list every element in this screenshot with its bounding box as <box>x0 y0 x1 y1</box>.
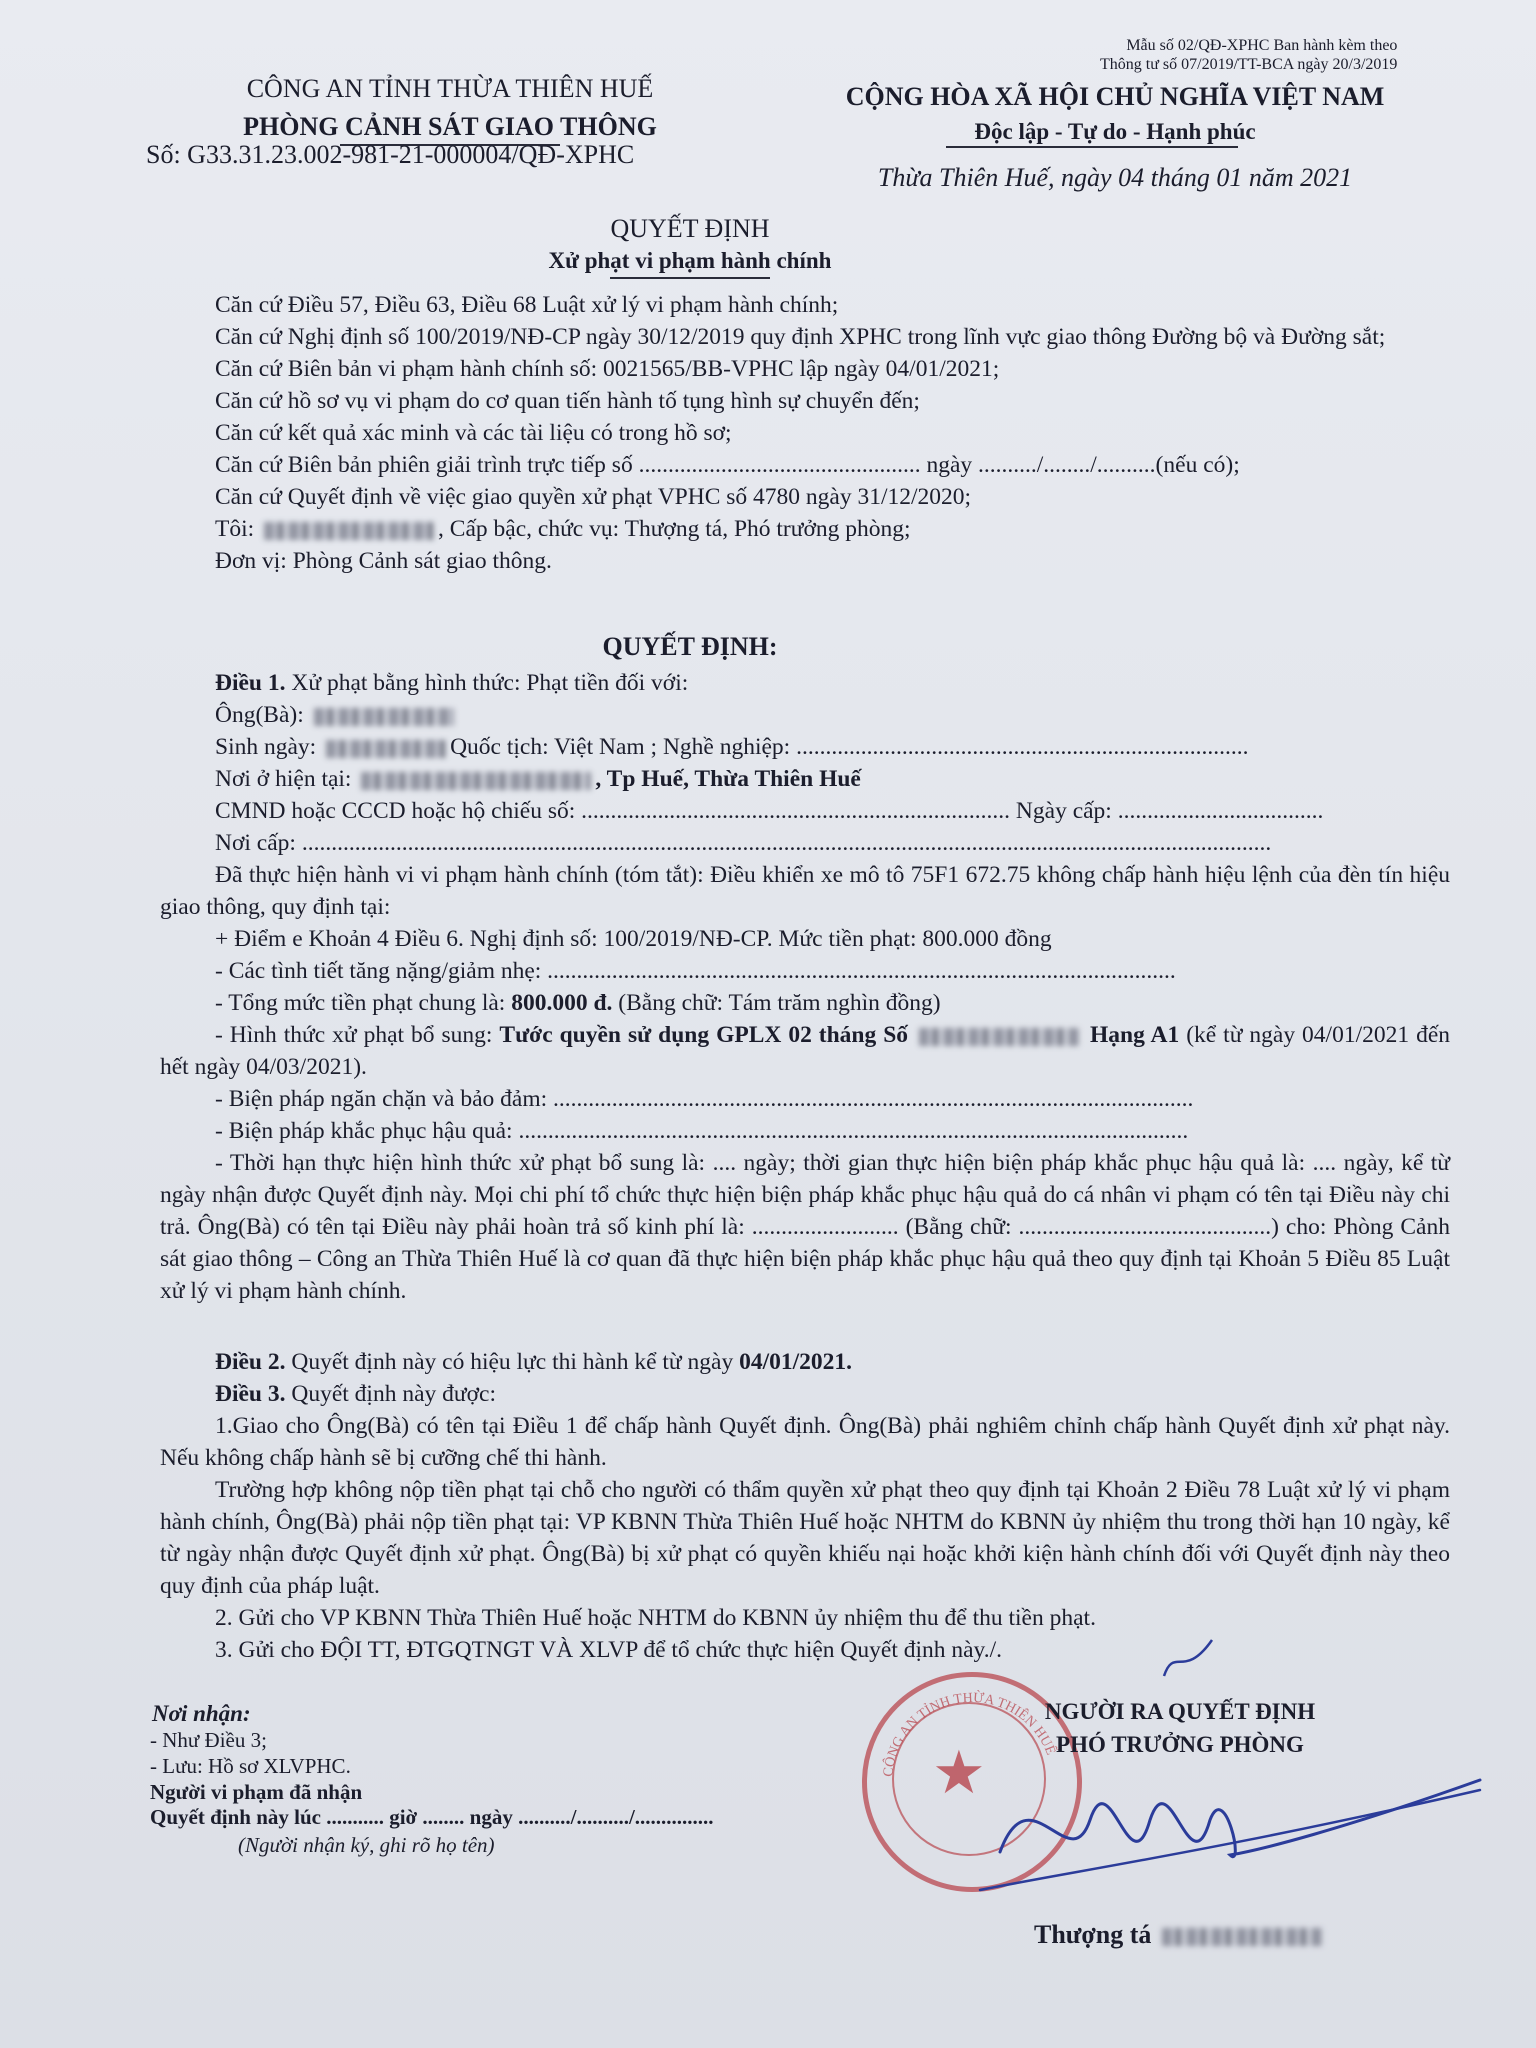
article-3-item-1-b: Trường hợp không nộp tiền phạt tại chỗ cho người có thẩm quyền xử phạt theo quy định tại Khoản 2 Điều 78 Luật xử lý vi phạm hành chính, Ông(Bà) phải nộp tiền phạt tại: VP KBNN Thừa Thiên Huế hoặc NHTM do KBNN ủy nhiệm thu trong thời hạn 10 ngày, kể từ ngày nhận được Quyết định xử phạt. Ông(Bà) bị xử phạt có quyền khiếu nại hoặc khởi kiện hành chính đối với Quyết định này theo quy định của pháp luật. <box>160 1477 1450 1599</box>
receiver-note: (Người nhận ký, ghi rõ họ tên) <box>238 1833 495 1857</box>
department-name: PHÒNG CẢNH SÁT GIAO THÔNG <box>243 112 657 141</box>
name-label: Ông(Bà): <box>215 702 304 728</box>
article-2-label: Điều 2. <box>215 1349 286 1375</box>
supp-license: Tước quyền sử dụng GPLX 02 tháng Số <box>499 1022 909 1048</box>
article-3 <box>160 1378 1450 1410</box>
article-1-text: Xử phạt bằng hình thức: Phạt tiền đối với: <box>285 670 689 696</box>
form-ref-line1: Mẫu số 02/QĐ-XPHC Ban hành kèm theo <box>1126 37 1398 54</box>
signer-rank <box>1034 1920 1326 1950</box>
article-3-item-3: 3. Gửi cho ĐỘI TT, ĐTGQTNGT VÀ XLVP để tổ chức thực hiện Quyết định này./. <box>215 1637 1003 1663</box>
signature-tick <box>1160 1636 1220 1686</box>
redacted-address <box>361 772 591 790</box>
address-city: , Tp Huế, Thừa Thiên Huế <box>595 766 861 792</box>
form-reference <box>1100 36 1397 74</box>
agency-name: CÔNG AN TỈNH THỪA THIÊN HUẾ <box>246 74 654 103</box>
article-3-item-1: 1.Giao cho Ông(Bà) có tên tại Điều 1 để chấp hành Quyết định. Ông(Bà) phải nghiêm chỉnh chấp hành Quyết định xử phạt này. Nếu không chấp hành sẽ bị cưỡng chế thi hành. <box>160 1413 1450 1471</box>
redacted-offender <box>314 708 454 726</box>
total-suffix: (Bằng chữ: Tám trăm nghìn đồng) <box>612 990 941 1016</box>
total-amount: 800.000 đ. <box>511 990 613 1016</box>
article-2-text: Quyết định này có hiệu lực thi hành kể từ ngày <box>285 1349 740 1375</box>
document-number: Số: G33.31.23.002-981-21-000004/QĐ-XPHC <box>146 140 635 169</box>
articles-2-3 <box>160 1346 1450 1666</box>
signature-scribble <box>960 1760 1500 1910</box>
offender-address <box>160 763 1450 795</box>
received-line-1: Người vi phạm đã nhận <box>150 1780 363 1804</box>
redacted-license-number <box>919 1028 1079 1046</box>
article-1-heading <box>160 667 1450 699</box>
dob-label: Sinh ngày: <box>215 734 317 760</box>
basis-line: Căn cứ kết quả xác minh và các tài liệu có trong hồ sơ; <box>215 420 732 446</box>
article-2-date: 04/01/2021. <box>739 1349 853 1375</box>
basis-line: Căn cứ Quyết định về việc giao quyền xử phạt VPHC số 4780 ngày 31/12/2020; <box>215 484 972 510</box>
stamp-top-text: CÔNG AN TỈNH THỪA THIÊN HUẾ <box>881 1690 1058 1778</box>
total-prefix: - Tổng mức tiền phạt chung là: <box>215 990 512 1016</box>
article-1-label: Điều 1. <box>215 670 286 696</box>
legal-bases <box>160 289 1450 577</box>
article-3-text: Quyết định này được: <box>285 1381 497 1407</box>
issuer-unit: Đơn vị: Phòng Cảnh sát giao thông. <box>215 548 552 574</box>
preventive-measures: - Biện pháp ngăn chặn và bảo đảm: ............................................................................................................. <box>215 1086 1194 1112</box>
article-3-label: Điều 3. <box>215 1381 286 1407</box>
title-underline <box>610 277 770 279</box>
dob-rest: Quốc tịch: Việt Nam ; Nghề nghiệp: ............................................................................. <box>450 734 1249 760</box>
recipient-2: - Lưu: Hồ sơ XLVPHC. <box>150 1754 351 1778</box>
national-motto: Độc lập - Tự do - Hạnh phúc <box>974 119 1256 144</box>
issuer-label: Tôi: <box>215 516 255 542</box>
supp-prefix: - Hình thức xử phạt bổ sung: <box>215 1022 500 1048</box>
country-name: CỘNG HÒA XÃ HỘI CHỦ NGHĨA VIỆT NAM <box>845 82 1385 111</box>
issuer-rank: , Cấp bậc, chức vụ: Thượng tá, Phó trưởng phòng; <box>438 516 911 542</box>
article-2 <box>160 1346 1450 1378</box>
aggravating-factors: - Các tình tiết tăng nặng/giảm nhẹ: ........................................................................................................... <box>215 958 1176 984</box>
basis-line: Căn cứ Điều 57, Điều 63, Điều 68 Luật xử lý vi phạm hành chính; <box>215 292 839 318</box>
basis-line: Căn cứ hồ sơ vụ vi phạm do cơ quan tiến hành tố tụng hình sự chuyển đến; <box>215 388 920 414</box>
redacted-dob <box>326 740 446 758</box>
recipients-heading: Nơi nhận: <box>152 1701 251 1726</box>
offender-name <box>160 699 1450 731</box>
deadline-paragraph: - Thời hạn thực hiện hình thức xử phạt bổ sung là: .... ngày; thời gian thực hiện biện pháp khắc phục hậu quả là: .... ngày, kể từ ngày nhận được Quyết định này. Mọi chi phí tổ chức thực hiện biện pháp khắc phục hậu quả do cá nhân vi phạm có tên tại Điều này chi trả. Ông(Bà) có tên tại Điều này phải hoàn trả số kinh phí là: ......................... (Bằng chữ: ...........................................) cho: Phòng Cảnh sát giao thông – Công an Thừa Thiên Huế là cơ quan đã thực hiện biện pháp khắc phục hậu quả theo quy định tại Khoản 5 Điều 85 Luật xử lý vi phạm hành chính. <box>160 1150 1450 1304</box>
basis-line: Căn cứ Biên bản phiên giải trình trực tiếp số ................................................ ngày ........../......../..........(nếu có); <box>215 452 1240 478</box>
redacted-signer-name <box>1162 1928 1322 1946</box>
article-1 <box>160 667 1450 1307</box>
violation-clause: + Điểm e Khoản 4 Điều 6. Nghị định số: 100/2019/NĐ-CP. Mức tiền phạt: 800.000 đồng <box>215 926 1052 952</box>
address-label: Nơi ở hiện tại: <box>215 766 352 792</box>
signer-rank-label: Thượng tá <box>1034 1920 1152 1949</box>
motto-underline <box>946 146 1238 148</box>
document-subtitle: Xử phạt vi phạm hành chính <box>548 248 832 273</box>
redacted-name <box>264 522 434 540</box>
stamp-star-icon: ★ <box>932 1740 986 1806</box>
supp-tail: (kể từ ngày 04/01/2021 đến hết ngày 04/03/2021). <box>160 1022 1450 1080</box>
received-line-2: Quyết định này lúc ........... giờ ........ ngày ........../........../............... <box>150 1805 714 1829</box>
remedial-measures: - Biện pháp khắc phục hậu quả: .................................................................................................................. <box>215 1118 1189 1144</box>
signer-title-1: NGƯỜI RA QUYẾT ĐỊNH <box>1044 1699 1316 1724</box>
issuer-line <box>160 513 1450 545</box>
violation-summary: Đã thực hiện hành vi vi phạm hành chính (tóm tắt): Điều khiển xe mô tô 75F1 672.75 không chấp hành hiệu lệnh của đèn tín hiệu giao thông, quy định tại: <box>160 862 1450 920</box>
document-title: QUYẾT ĐỊNH <box>610 214 770 243</box>
decision-heading: QUYẾT ĐỊNH: <box>602 632 778 661</box>
offender-dob <box>160 731 1450 763</box>
basis-line: Căn cứ Nghị định số 100/2019/NĐ-CP ngày 30/12/2019 quy định XPHC trong lĩnh vực giao thông Đường bộ và Đường sắt; <box>215 324 1386 350</box>
supplementary-penalty <box>160 1019 1450 1083</box>
recipient-1: - Như Điều 3; <box>150 1728 267 1752</box>
basis-line: Căn cứ Biên bản vi phạm hành chính số: 0021565/BB-VPHC lập ngày 04/01/2021; <box>215 356 1000 382</box>
supp-class: Hạng A1 <box>1089 1022 1180 1048</box>
form-ref-line2: Thông tư số 07/2019/TT-BCA ngày 20/3/2019 <box>1100 56 1398 73</box>
total-fine <box>160 987 1450 1019</box>
id-issued-place: Nơi cấp: ..................................................................................................................................................................... <box>215 830 1272 856</box>
place-and-date: Thừa Thiên Huế, ngày 04 tháng 01 năm 2021 <box>877 163 1353 192</box>
signer-title-2: PHÓ TRƯỞNG PHÒNG <box>1056 1732 1304 1757</box>
id-number: CMND hoặc CCCD hoặc hộ chiếu số: ......................................................................... Ngày cấp: ................................... <box>215 798 1324 824</box>
article-3-item-2: 2. Gửi cho VP KBNN Thừa Thiên Huế hoặc NHTM do KBNN ủy nhiệm thu để thu tiền phạt. <box>215 1605 1096 1631</box>
